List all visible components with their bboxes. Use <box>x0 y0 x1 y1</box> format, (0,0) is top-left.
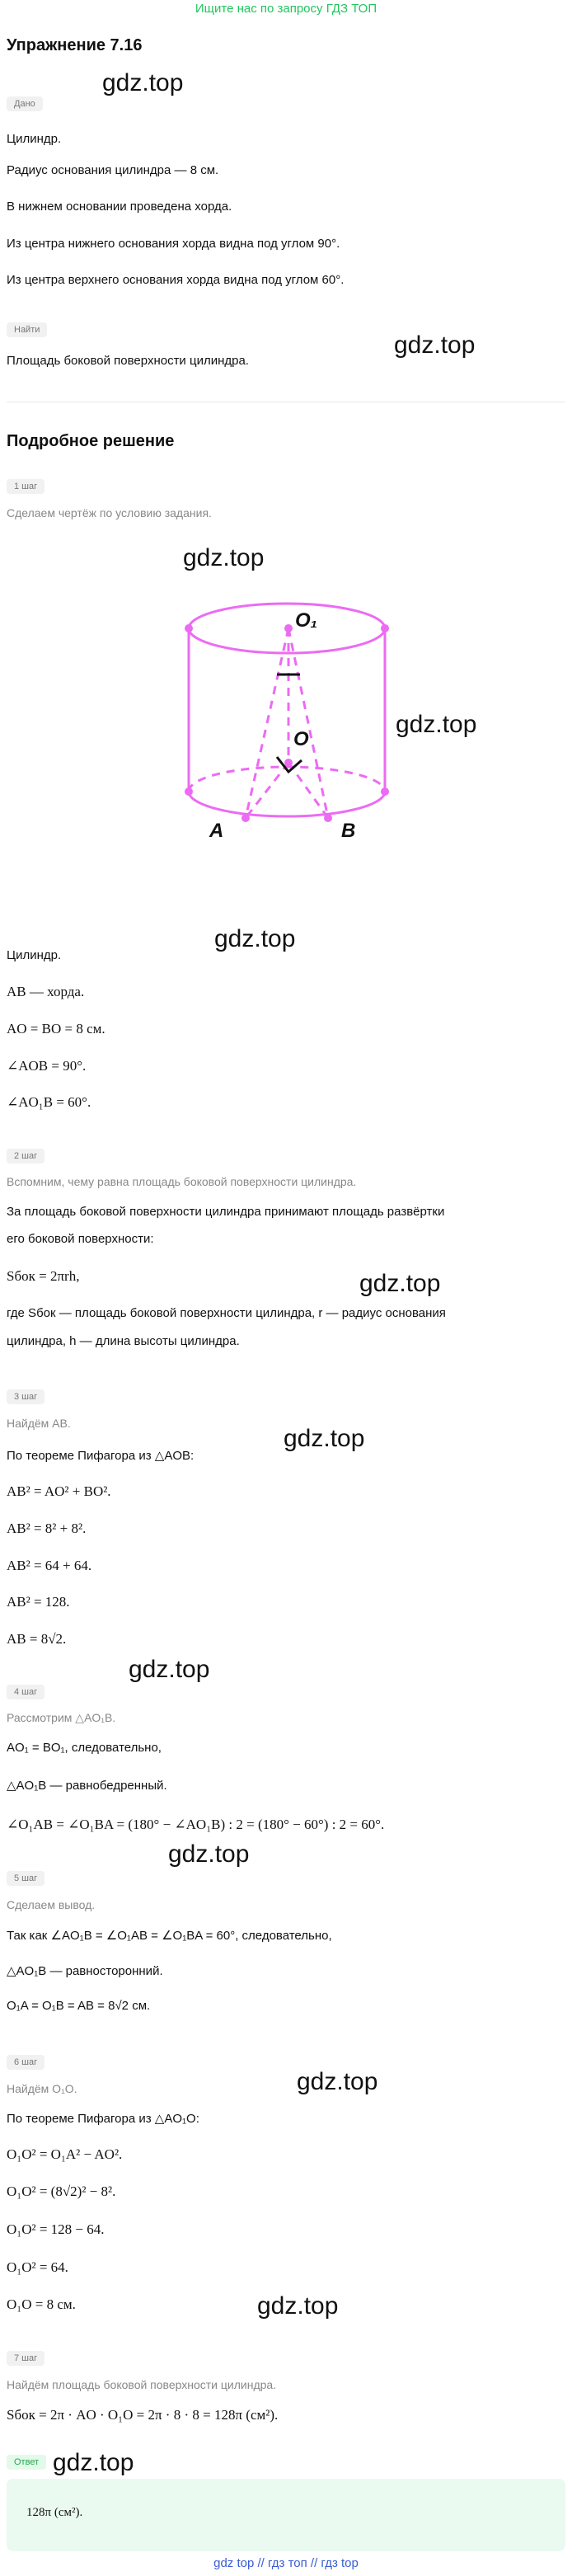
watermark: gdz.top <box>214 925 296 952</box>
answer-value: 128π (см²). <box>26 2506 83 2519</box>
watermark: gdz.top <box>394 331 476 359</box>
step-badge: 5 шаг <box>7 1871 45 1886</box>
step-line: По теореме Пифагора из △AOB: <box>7 1449 195 1463</box>
label-b: B <box>341 820 356 842</box>
step-line: O₁O² = 128 − 64. <box>7 2221 105 2237</box>
bottom-base-front <box>189 792 385 816</box>
given-badge: Дано <box>7 96 43 111</box>
step-line: Sбок = 2π · AO · O₁O = 2π · 8 · 8 = 128π (см²). <box>7 2407 279 2423</box>
label-a: A <box>209 820 224 842</box>
solution-title: Подробное решение <box>7 432 175 450</box>
step-line: ∠AOB = 90°. <box>7 1058 87 1074</box>
step-line: За площадь боковой поверхности цилиндра принимают площадь развёртки <box>7 1205 445 1219</box>
watermark: gdz.top <box>183 544 265 571</box>
watermark: gdz.top <box>359 1270 441 1297</box>
step-line: O₁O² = O₁A² − AO². <box>7 2146 123 2162</box>
watermark: gdz.top <box>129 1656 210 1683</box>
step-badge: 1 шаг <box>7 479 45 494</box>
step-line: △AO₁B — равнобедренный. <box>7 1779 167 1793</box>
step-line: его боковой поверхности: <box>7 1232 154 1246</box>
step-line: O₁O² = (8√2)² − 8². <box>7 2183 116 2199</box>
step-intro: Рассмотрим △AO₁B. <box>7 1711 116 1724</box>
answer-badge: Ответ <box>7 2455 46 2470</box>
step-line: Так как ∠AO₁B = ∠O₁AB = ∠O₁BA = 60°, следовательно, <box>7 1929 332 1943</box>
watermark: gdz.top <box>102 69 184 96</box>
step-intro: Вспомним, чему равна площадь боковой поверхности цилиндра. <box>7 1175 357 1188</box>
step-line: AB² = 64 + 64. <box>7 1558 92 1573</box>
watermark: gdz.top <box>284 1425 365 1452</box>
cylinder-figure <box>0 569 572 858</box>
watermark: gdz.top <box>297 2068 378 2095</box>
step-line: AB² = 128. <box>7 1594 70 1610</box>
step-line: AO₁ = BO₁, следовательно, <box>7 1741 162 1755</box>
step-line: O₁A = O₁B = AB = 8√2 см. <box>7 1999 151 2013</box>
find-badge: Найти <box>7 322 47 337</box>
step-line: AB² = AO² + BO². <box>7 1483 111 1499</box>
given-line: Радиус основания цилиндра — 8 см. <box>7 163 219 177</box>
step-line: AB — хорда. <box>7 984 85 999</box>
watermark: gdz.top <box>396 711 477 738</box>
page-title: Упражнение 7.16 <box>7 36 143 54</box>
step-intro: Сделаем вывод. <box>7 1898 96 1911</box>
step-intro: Найдём площадь боковой поверхности цилиндра. <box>7 2378 277 2391</box>
step-badge: 7 шаг <box>7 2351 45 2366</box>
step-line: O₁O = 8 см. <box>7 2296 76 2312</box>
watermark: gdz.top <box>168 1840 250 1868</box>
given-line: В нижнем основании проведена хорда. <box>7 200 232 214</box>
step-line: По теореме Пифагора из △AO₁O: <box>7 2112 199 2126</box>
given-line: Из центра нижнего основания хорда видна под углом 90°. <box>7 237 340 251</box>
step-badge: 3 шаг <box>7 1389 45 1404</box>
step-badge: 2 шаг <box>7 1149 45 1163</box>
step-line: Sбок = 2πrh, <box>7 1268 80 1284</box>
step-line: Цилиндр. <box>7 948 62 962</box>
step-line: ∠AO₁B = 60°. <box>7 1094 91 1110</box>
step-badge: 6 шаг <box>7 2055 45 2070</box>
step-line: O₁O² = 64. <box>7 2259 68 2275</box>
given-line: Цилиндр. <box>7 132 62 146</box>
find-line: Площадь боковой поверхности цилиндра. <box>7 354 249 368</box>
label-o1: O₁ <box>295 609 318 632</box>
step-intro: Сделаем чертёж по условию задания. <box>7 506 212 519</box>
step-line: △AO₁B — равносторонний. <box>7 1964 163 1978</box>
watermark: gdz.top <box>53 2449 134 2476</box>
label-o: O <box>293 728 309 750</box>
step-line: AB = 8√2. <box>7 1631 67 1647</box>
given-line: Из центра верхнего основания хорда видна под углом 60°. <box>7 273 345 287</box>
step-line: AB² = 8² + 8². <box>7 1521 87 1536</box>
top-search-link[interactable]: Ищите нас по запросу ГДЗ ТОП <box>195 2 377 16</box>
step-line: ∠O₁AB = ∠O₁BA = (180° − ∠AO₁B) : 2 = (180° − 60°) : 2 = 60°. <box>7 1817 385 1832</box>
step-line: где Sбок — площадь боковой поверхности цилиндра, r — радиус основания <box>7 1306 446 1320</box>
answer-box <box>7 2479 565 2551</box>
watermark: gdz.top <box>257 2292 339 2320</box>
step-intro: Найдём O₁O. <box>7 2082 77 2095</box>
step-line: цилиндра, h — длина высоты цилиндра. <box>7 1334 240 1348</box>
step-badge: 4 шаг <box>7 1685 45 1699</box>
footer-links[interactable]: gdz top // гдз топ // гдз top <box>213 2556 359 2570</box>
step-line: AO = BO = 8 см. <box>7 1021 105 1037</box>
step-intro: Найдём AB. <box>7 1417 71 1430</box>
